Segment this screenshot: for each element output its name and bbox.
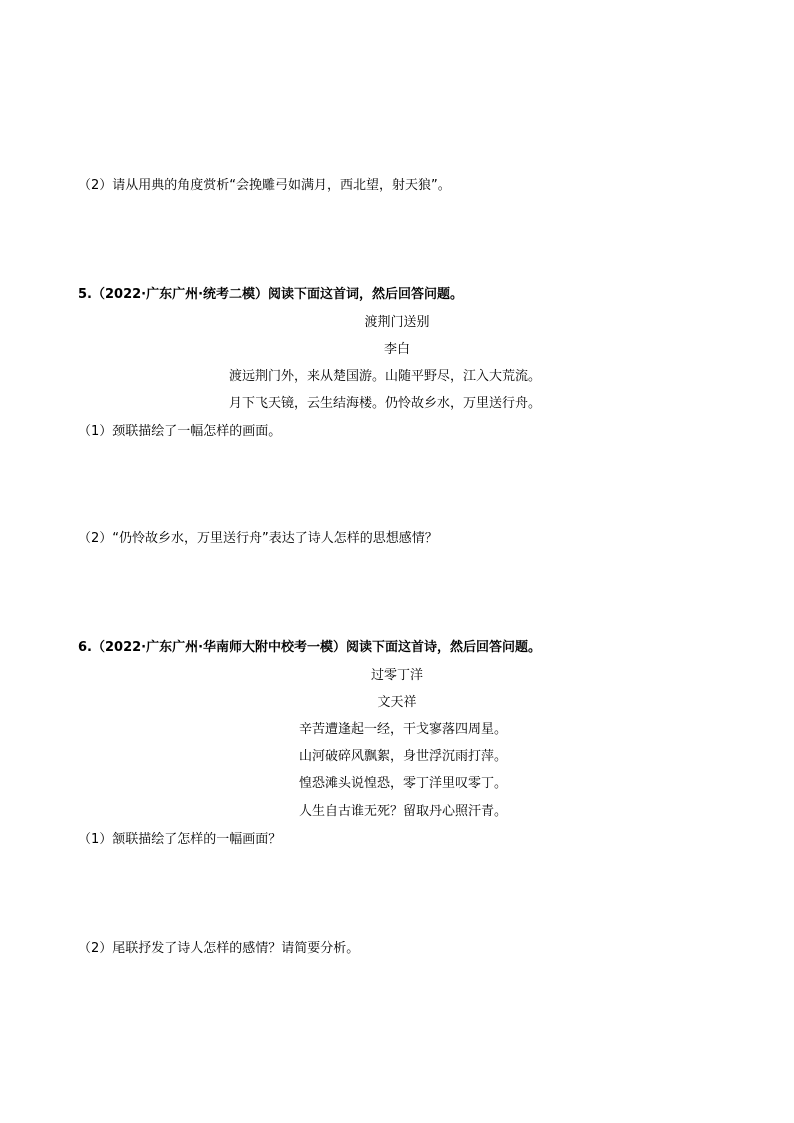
q5-heading: 5.（2022·广东广州·统考二模）阅读下面这首词，然后回答问题。 (78, 287, 464, 302)
q4-subquestion-2: （2）请从用典的角度赏析“会挽雕弓如满月，西北望，射天狼”。 (78, 178, 451, 193)
q6-poem-title: 过零丁洋 (370, 668, 423, 683)
q6-poem-line: 山河破碎风飘絮，身世浮沉雨打萍。 (299, 749, 508, 764)
q6-subquestion-1: （1）颔联描绘了怎样的一幅画面？ (78, 832, 282, 847)
q5-subquestion-2: （2）“仍怜故乡水，万里送行舟”表达了诗人怎样的思想感情？ (78, 531, 438, 546)
q5-poem-author: 李白 (383, 342, 410, 357)
q5-poem-line: 渡远荆门外，来从楚国游。山随平野尽，江入大荒流。 (229, 369, 542, 384)
q6-heading: 6.（2022·广东广州·华南师大附中校考一模）阅读下面这首诗，然后回答问题。 (78, 640, 542, 655)
q5-subquestion-1: （1）颈联描绘了一幅怎样的画面。 (78, 424, 282, 439)
q6-poem-line: 人生自古谁无死？留取丹心照汗青。 (299, 804, 508, 819)
q6-poem-line: 惶恐滩头说惶恐，零丁洋里叹零丁。 (299, 776, 508, 791)
q5-poem-line: 月下飞天镜，云生结海楼。仍怜故乡水，万里送行舟。 (229, 396, 542, 411)
q5-poem-title: 渡荆门送别 (364, 315, 430, 330)
q6-subquestion-2: （2）尾联抒发了诗人怎样的感情？请简要分析。 (78, 941, 360, 956)
q6-poem-line: 辛苦遭逢起一经，干戈寥落四周星。 (299, 722, 508, 737)
q6-poem-author: 文天祥 (377, 695, 417, 710)
